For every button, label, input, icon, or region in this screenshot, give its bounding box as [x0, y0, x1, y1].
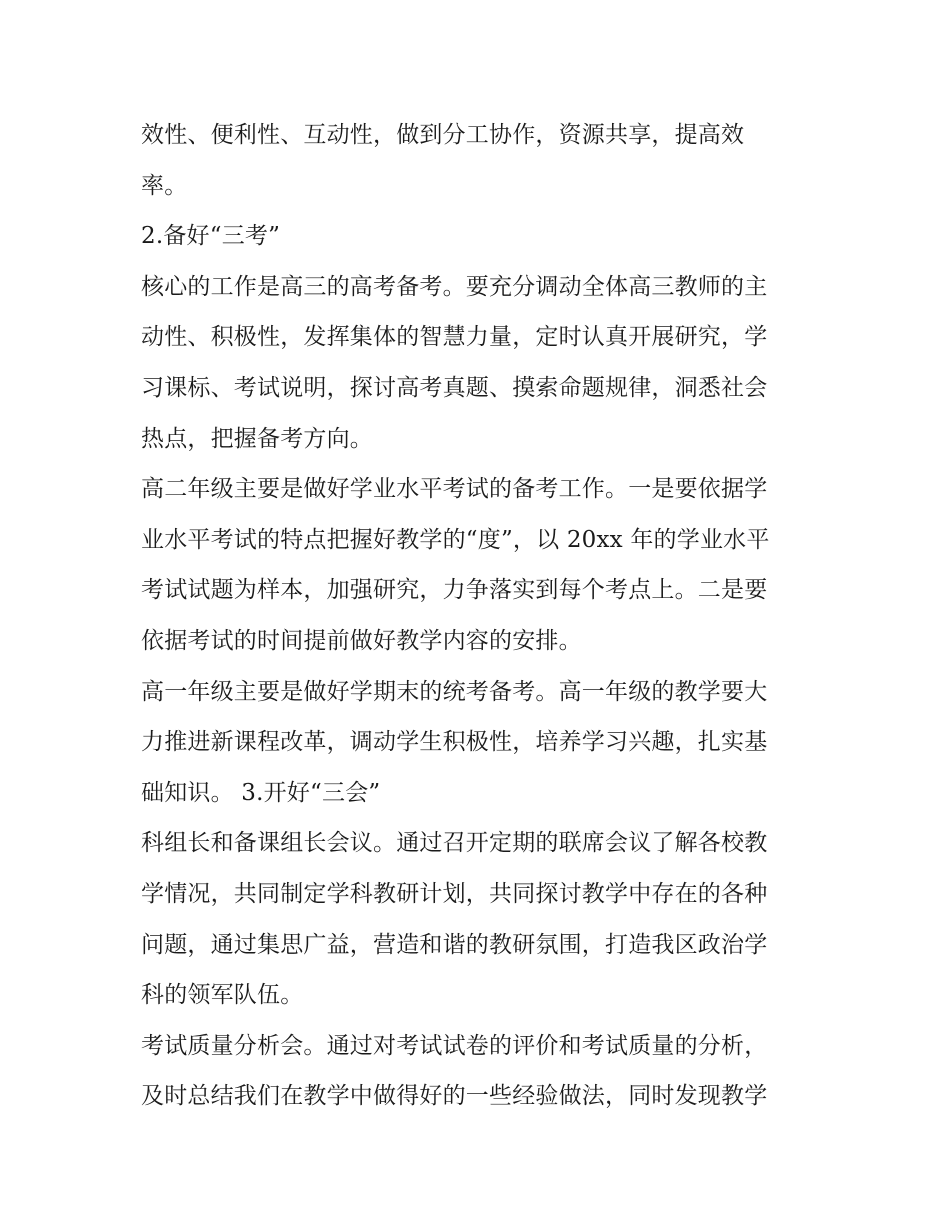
section-heading: 2.备好“三考” — [141, 223, 281, 250]
text-line: 高一年级主要是做好学期末的统考备考。高一年级的教学要大 — [141, 678, 768, 705]
text-line: 考试试题为样本，加强研究，力争落实到每个考点上。二是要 — [141, 577, 768, 604]
text-line: 及时总结我们在教学中做得好的一些经验做法，同时发现教学 — [141, 1083, 768, 1110]
text-line: 业水平考试的特点把握好教学的“度”，以 20xx 年的学业水平 — [141, 526, 770, 553]
text-line: 考试质量分析会。通过对考试试卷的评价和考试质量的分析， — [141, 1032, 768, 1059]
text-line: 科组长和备课组长会议。通过召开定期的联席会议了解各校教 — [141, 830, 768, 857]
text-line: 热点，把握备考方向。 — [141, 425, 373, 452]
text-line: 习课标、考试说明，探讨高考真题、摸索命题规律，洞悉社会 — [141, 374, 768, 401]
text-line: 础知识。 3.开好“三会” — [141, 779, 381, 806]
text-line: 核心的工作是高三的高考备考。要充分调动全体高三教师的主 — [141, 273, 768, 300]
text-line: 率。 — [141, 172, 188, 199]
text-line: 学情况，共同制定学科教研计划，共同探讨教学中存在的各种 — [141, 880, 768, 907]
text-line: 科的领军队伍。 — [141, 982, 304, 1009]
text-line: 问题，通过集思广益，营造和谐的教研氛围，打造我区政治学 — [141, 931, 768, 958]
text-line: 力推进新课程改革，调动学生积极性，培养学习兴趣，扎实基 — [141, 729, 768, 756]
text-line: 动性、积极性，发挥集体的智慧力量，定时认真开展研究，学 — [141, 324, 768, 351]
document-body — [141, 110, 821, 1122]
text-line: 高二年级主要是做好学业水平考试的备考工作。一是要依据学 — [141, 476, 768, 503]
text-line: 依据考试的时间提前做好教学内容的安排。 — [141, 627, 582, 654]
text-line: 效性、便利性、互动性，做到分工协作，资源共享，提高效 — [141, 122, 745, 148]
